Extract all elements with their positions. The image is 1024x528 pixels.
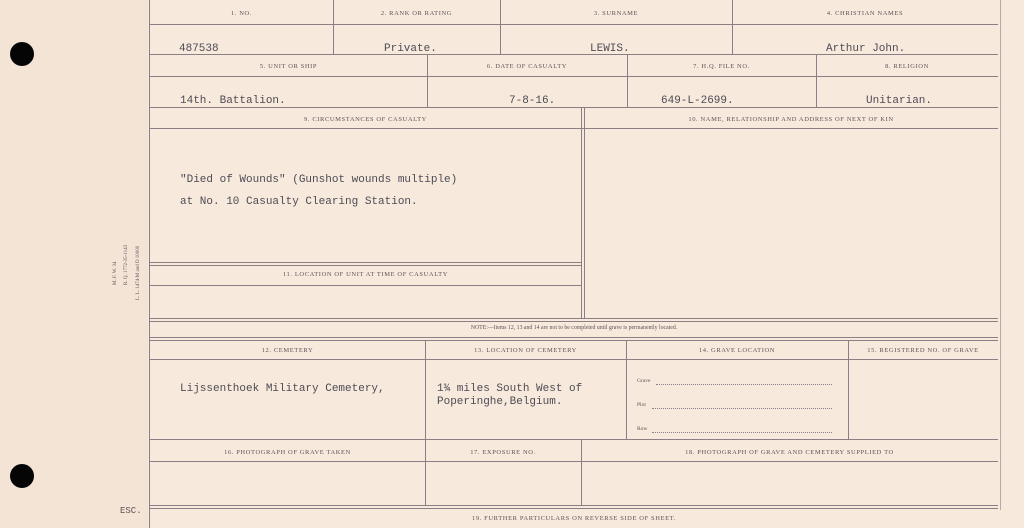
- file-no-value: 649-L-2699.: [661, 95, 734, 107]
- header-grave-location: 14. GRAVE LOCATION: [698, 347, 776, 354]
- christian-names-value: Arthur John.: [826, 43, 906, 55]
- header-unit-location: 11. LOCATION OF UNIT AT TIME OF CASUALTY: [282, 271, 449, 278]
- esc-label: ESC.: [120, 506, 142, 516]
- cemetery-value: Lijssenthoek Military Cemetery,: [180, 383, 385, 395]
- unit-value: 14th. Battalion.: [180, 95, 286, 107]
- side-code-1: M. F. W. 34: [113, 261, 118, 285]
- plot-field-label: Plot: [637, 402, 646, 408]
- header-surname: 3. SURNAME: [593, 10, 639, 17]
- header-exposure-no: 17. EXPOSURE NO.: [470, 449, 536, 456]
- cemetery-location-line-2: Poperinghe,Belgium.: [437, 396, 563, 408]
- header-file-no: 7. H.Q. FILE NO.: [693, 63, 750, 70]
- header-photograph-supplied: 18. PHOTOGRAPH OF GRAVE AND CEMETERY SUPPLIED TO: [685, 449, 894, 456]
- punch-hole-top: [10, 42, 34, 66]
- header-date: 6. DATE OF CASUALTY: [486, 63, 568, 70]
- header-cemetery-location: 13. LOCATION OF CEMETERY: [474, 347, 577, 354]
- header-no: 1. NO.: [230, 10, 253, 17]
- grave-field-label: Grave: [637, 378, 651, 384]
- circumstances-line-1: "Died of Wounds" (Gunshot wounds multiple): [180, 174, 458, 186]
- punch-hole-bottom: [10, 464, 34, 488]
- frame-right: [1000, 0, 1001, 510]
- header-photograph-taken: 16. PHOTOGRAPH OF GRAVE TAKEN: [224, 449, 351, 456]
- side-code-3: L. L. 1474-M and D 10000: [136, 245, 141, 300]
- footer-note: 19. FURTHER PARTICULARS ON REVERSE SIDE OF SHEET.: [472, 515, 676, 522]
- note-text: NOTE:—Items 12, 13 and 14 are not to be completed until grave is permanently located.: [470, 325, 678, 331]
- surname-value: LEWIS.: [590, 43, 630, 55]
- header-christian-names: 4. CHRISTIAN NAMES: [826, 10, 904, 17]
- header-rank: 2. RANK OR RATING: [380, 10, 453, 17]
- header-circumstances: 9. CIRCUMSTANCES OF CASUALTY: [304, 116, 427, 123]
- date-value: 7-8-16.: [509, 95, 556, 107]
- header-registered-no: 15. REGISTERED NO. OF GRAVE: [867, 347, 979, 354]
- service-number: 487538: [179, 43, 219, 55]
- header-next-of-kin: 10. NAME, RELATIONSHIP AND ADDRESS OF NEXT OF KIN: [688, 116, 894, 123]
- circumstances-line-2: at No. 10 Casualty Clearing Station.: [180, 196, 418, 208]
- cemetery-location-line-1: 1¾ miles South West of: [437, 383, 583, 395]
- side-code-2: R. Q. 1772-35-1143: [124, 244, 129, 285]
- row-field-label: Row: [637, 426, 648, 432]
- header-cemetery: 12. CEMETERY: [261, 347, 314, 354]
- religion-value: Unitarian.: [866, 95, 933, 107]
- row1-header-line: [150, 24, 998, 25]
- header-religion: 8. RELIGION: [885, 63, 929, 70]
- rank-value: Private.: [384, 43, 437, 55]
- header-unit: 5. UNIT OR SHIP: [259, 63, 318, 70]
